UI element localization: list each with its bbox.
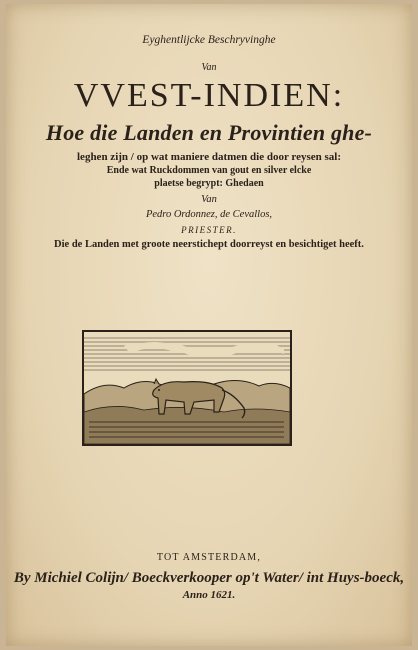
author-van: Van <box>201 194 217 205</box>
subtitle-line-2: leghen zijn / op wat maniere datmen die door reysen sal: <box>77 151 341 163</box>
imprint-place: TOT AMSTERDAM, <box>156 552 262 563</box>
author-description: Die de Landen met groote neerstichept doorreyst en besichtiget heeft. <box>54 239 364 250</box>
title-page <box>6 4 412 646</box>
heading-line-1: Eyghentlijcke Beschryvinghe <box>142 34 276 46</box>
subtitle-line-1: Hoe die Landen en Provintien ghe- <box>45 120 373 145</box>
subtitle-line-4: plaetse begrypt: Ghedaen <box>154 178 264 189</box>
author-title: PRIESTER. <box>181 225 237 235</box>
heading-van: Van <box>201 62 217 73</box>
woodcut-illustration <box>82 330 292 446</box>
subtitle-line-3: Ende wat Ruckdommen van gout en silver elcke <box>106 165 312 176</box>
author-name: Pedro Ordonnez, de Cevallos, <box>145 209 273 220</box>
main-title: VVEST-INDIEN: <box>73 77 345 114</box>
imprint-year: Anno 1621. <box>182 589 236 601</box>
imprint-publisher: By Michiel Colijn/ Boeckverkooper op't Water/ int Huys-boeck, <box>13 570 405 586</box>
woodcut-animal-landscape-icon <box>84 332 290 444</box>
